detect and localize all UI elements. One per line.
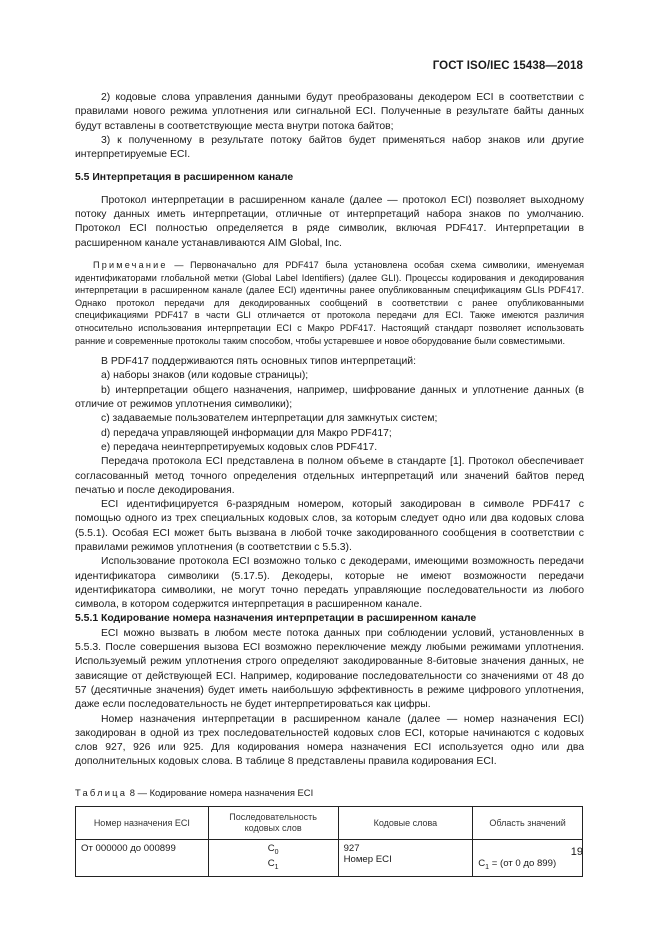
table-row (76, 840, 583, 877)
table-caption-label: Таблица (75, 786, 128, 798)
table-header-row (76, 807, 583, 840)
table-caption-text: 8 — Кодирование номера назначения ECI (127, 786, 314, 798)
list-item-b: b) интерпретации общего назначения, например, шифрование данных и уплотнение данных (в отличие от режимов уплотнения символики); (75, 384, 584, 411)
section-heading-5-5: 5.5 Интерпретация в расширенном канале (75, 172, 294, 184)
paragraph-eci-number: Номер назначения интерпретации в расширенном канале (далее — номер назначения ECI) закодирован в одной из трех последовательностей кодовых слов ECI, которые начинаются с кодовых слов 927, 926 или 925. Для кодирования номера назначения ECI используется одно или два дополнительных кодовых слова. В таблице 8 представлены правила кодирования ECI. (75, 713, 584, 768)
codeword-927: 927 (343, 843, 360, 855)
codeword-c1: $C_1$ (267, 857, 279, 871)
header-eci-number: Номер назначения ECI (76, 807, 209, 840)
paragraph-transfer: Передача протокола ECI представлена в полном объеме в стандарте [1]. Протокол обеспечивает согласованный метод точного определения отдельных интерпретаций или значений байтов перед печатью и после декодирования. (75, 456, 584, 496)
standard-header: ГОСТ ISO/IEC 15438—2018 (432, 60, 583, 72)
cell-codewords (338, 840, 473, 877)
note-text: — Первоначально для PDF417 была установлена особая схема символики, именуемая идентификаторами глобальной метки (Global Label Identifiers) (далее GLI). Процессы кодирования и декодирования интерпретации в расширенном канале (далее ECI) идентичны ранее опубликованным спецификациям GLIs PDF417. Однако протокол передачи для декодированных сообщений в соответствии с ранее опубликованными спецификациями PDF417 в части GLI отличается от протокола передачи для ECI. Также имеются различия относительно использования интерпретации ECI с Макро PDF417. Настоящий стандарт позволяет использовать ранние и современные протоколы таким способом, чтобы устаревшее и новое оборудование были совместимыми. (75, 259, 584, 346)
paragraph-eci-call: ECI можно вызвать в любом месте потока данных при соблюдении условий, установленных в 5.5.3. После совершения вызова ECI возможно переключение между любыми режимами уплотнения. Используемый режим уплотнения строго определяют закодированные 8-битовые значения данных, не зависящие от действующей ECI. Например, кодирование последовательности со значениями от 48 до 57 (десятичные значения) будет иметь наибольшую эффективность в режиме цифрового уплотнения, даже если последовательность не будет интерпретироваться как цифры. (75, 627, 584, 711)
page-content (75, 91, 584, 877)
list-item-c: c) задаваемые пользователем интерпретации для замкнутых систем; (101, 413, 438, 425)
section-heading-5-5-1: 5.5.1 Кодирование номера назначения интерпретации в расширенном канале (75, 613, 477, 625)
list-item-d: d) передача управляющей информации для Макро PDF417; (101, 427, 392, 439)
list-item-2: 2) кодовые слова управления данными будут преобразованы декодером ECI в соответствии с правилами нового режима уплотнения или сигнальной ECI. Полученные в результате байты данных будут вставлены в соответствующие места внутри потока байтов; (75, 92, 584, 132)
paragraph-protocol: Протокол интерпретации в расширенном канале (далее — протокол ECI) позволяет выходному потоку данных иметь интерпретации, отличные от интерпретаций набора знаков по умолчанию. Протокол ECI полностью определяется в ряде символик, включая PDF417. Интерпретации в расширенном канале устанавливаются AIM Global, Inc. (75, 194, 584, 249)
paragraph-identification: ECI идентифицируется 6-разрядным номером, который закодирован в символе PDF417 с помощью одного из трех специальных кодовых слов, за которым следует одно или два кодовых слова (5.5.1). Особая ECI может быть вызвана в любой точке закодированного сообщения в соответствии с правилами режимов уплотнения (в соответствии с 5.5.3). (75, 499, 584, 553)
codeword-eci-number: Номер ECI (343, 854, 392, 866)
note-label: Примечание (93, 259, 168, 270)
cell-sequence (208, 840, 338, 877)
page-number: 19 (570, 846, 583, 858)
cell-range: От 000000 до 000899 (76, 840, 209, 877)
header-value-range: Область значений (473, 807, 583, 840)
eci-encoding-table (75, 806, 583, 877)
list-item-3: 3) к полученному в результате потоку байтов будет применяться набор знаков или другие интерпретируемые ECI. (75, 134, 584, 161)
header-codeword-sequence: Последовательность кодовых слов (208, 807, 338, 840)
list-item-a: а) наборы знаков (или кодовые страницы); (101, 370, 309, 382)
paragraph-usage: Использование протокола ECI возможно только с декодерами, имеющими возможность передачи идентификатора символики (5.17.5). Декодеры, которые не имеют возможности передачи идентификатора символики, не могут точно передать управляющие последовательности из любого символа, в котором содержится интерпретация в расширенном канале. (75, 556, 584, 611)
table-caption (75, 786, 584, 800)
header-codewords: Кодовые слова (338, 807, 473, 840)
codeword-c0: $C_0$ (267, 843, 279, 856)
cell-value-range: $C_1 = (от$ 0 до 899) (473, 840, 583, 877)
note-paragraph (75, 259, 584, 347)
list-item-e: e) передача неинтерпретируемых кодовых слов PDF417. (101, 441, 378, 453)
paragraph-types: В PDF417 поддерживаются пять основных типов интерпретаций: (101, 356, 416, 368)
